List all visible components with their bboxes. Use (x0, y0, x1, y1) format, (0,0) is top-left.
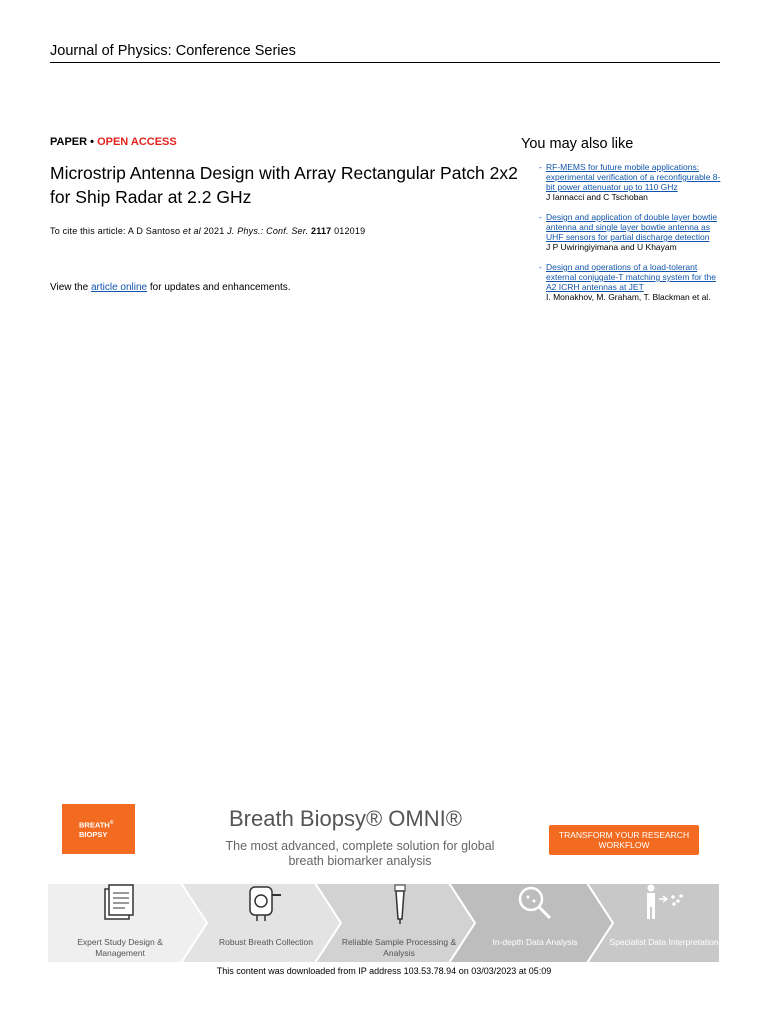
paper-label: PAPER • (50, 136, 94, 148)
logo-mark: ® (109, 820, 114, 827)
sample-tube-icon (385, 883, 415, 925)
logo-line-1: BREATH (79, 820, 110, 830)
citation-year: 2021 (203, 226, 225, 236)
citation-etal: et al (182, 226, 201, 236)
document-stack-icon (101, 883, 135, 923)
related-articles-list (539, 162, 721, 312)
article-title: Microstrip Antenna Design with Array Rectangular Patch 2x2 for Ship Radar at 2.2 GHz (50, 163, 518, 207)
citation-journal: J. Phys.: Conf. Ser. (227, 226, 309, 236)
citation-volume: 2117 (311, 226, 332, 236)
step-label-breath-collection: Robust Breath Collection (218, 937, 314, 947)
banner-subtitle: The most advanced, complete solution for global breath biomarker analysis (225, 839, 495, 868)
related-item (539, 212, 721, 252)
article-online-link[interactable]: article online (90, 282, 148, 293)
paper-type-label (50, 136, 177, 148)
related-item-link[interactable]: Design and application of double layer bowtie antenna and single layer bowtie antenna as UHF sensors for partial discharge detection (546, 212, 718, 242)
bullet-dash: - (539, 212, 542, 222)
person-molecules-icon (641, 883, 687, 923)
related-item-authors: J P Uwiringiyimana and U Khayam (546, 242, 677, 252)
related-item-link[interactable]: RF-MEMS for future mobile applications: experimental verification of a reconfigurable 8-bit power attenuator up to 110 GHz (546, 162, 721, 192)
step-label-data-analysis: In-depth Data Analysis (492, 937, 578, 947)
bullet-dash: - (539, 262, 542, 272)
magnifier-icon (515, 883, 555, 923)
view-text-after: for updates and enhancements. (149, 282, 291, 293)
related-item (539, 162, 721, 202)
breath-collector-icon (245, 883, 285, 923)
bullet-dash: - (539, 162, 542, 172)
step-label-data-interpretation: Specialist Data Interpretation (609, 937, 719, 947)
related-item-authors: I. Monakhov, M. Graham, T. Blackman et al. (546, 292, 711, 302)
step-label-study-design: Expert Study Design & Management (77, 937, 163, 958)
step-label-sample-processing: Reliable Sample Processing & Analysis (341, 937, 457, 958)
citation-article-number: 012019 (334, 226, 366, 236)
journal-header: Journal of Physics: Conference Series (50, 43, 720, 63)
related-item-link[interactable]: Design and operations of a load-tolerant external conjugate-T matching system for the A2 ICRH antennas at JET (546, 262, 716, 292)
breath-biopsy-logo (62, 804, 135, 854)
banner-title: Breath Biopsy® OMNI® (229, 806, 462, 831)
view-online-line (50, 282, 291, 293)
view-text-before: View the (50, 282, 89, 293)
citation-prefix: To cite this article: A D Santoso (50, 226, 181, 236)
related-item (539, 262, 721, 302)
transform-workflow-button[interactable]: TRANSFORM YOUR RESEARCH WORKFLOW (549, 825, 699, 855)
logo-line-2: BIOPSY (79, 829, 108, 839)
related-heading: You may also like (521, 136, 634, 152)
workflow-steps (47, 883, 720, 963)
citation-line (50, 226, 365, 236)
open-access-badge: OPEN ACCESS (97, 136, 177, 148)
advertisement-banner[interactable] (47, 795, 720, 963)
download-notice: This content was downloaded from IP address 103.53.78.94 on 03/03/2023 at 05:09 (216, 966, 552, 976)
related-item-authors: J Iannacci and C Tschoban (546, 192, 648, 202)
